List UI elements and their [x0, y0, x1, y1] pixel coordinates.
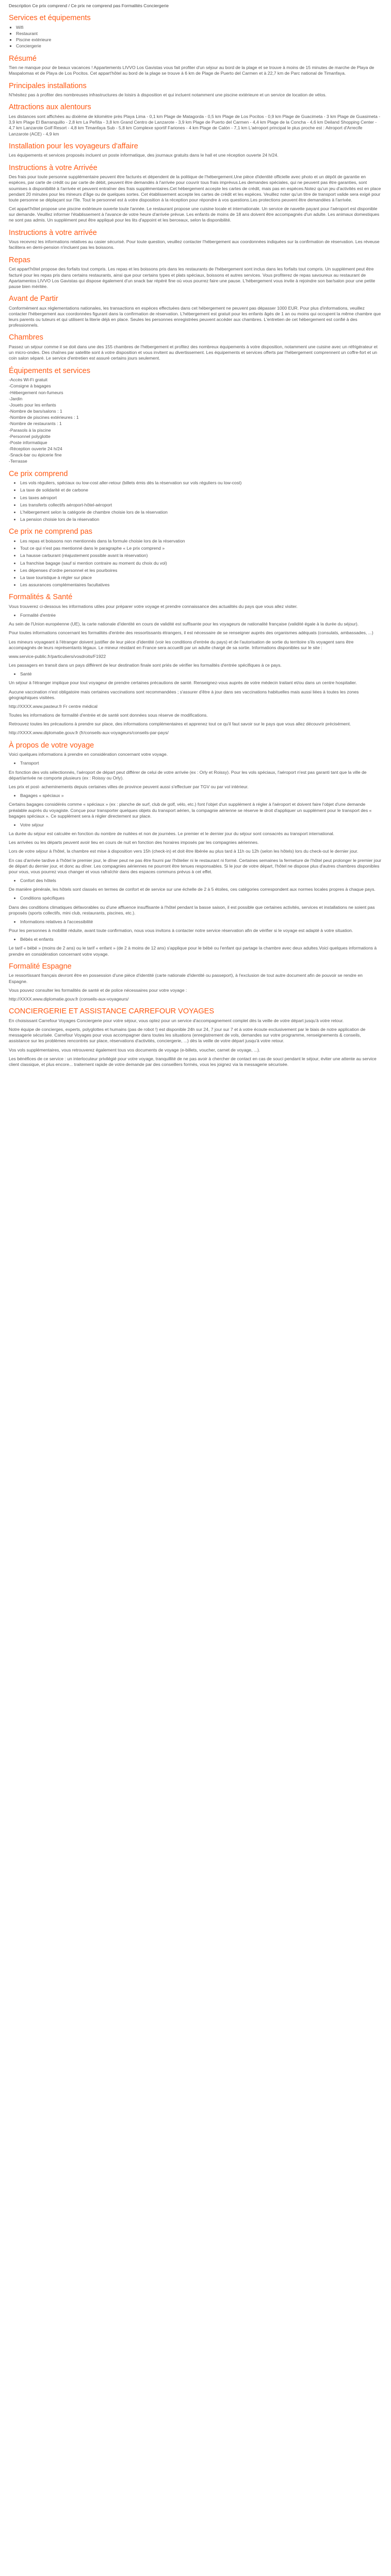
rooms-text: Passez un séjour comme il se doit dans une des 155 chambres de l'hébergement et profitez des nombreux équipements à votre disposition, notamment une cuisine avec un réfrigérateur et un micro-ondes. Des chaînes par satellite sont à votre disposition et vous invitent au divertissement. Les équipements et services offerts par l'hébergement comprennent un coffre-fort et un coin salon séparé. Le service d'entretien est assuré certains jours seulement.: [9, 344, 378, 361]
equipment-item: -Parasols à la piscine: [9, 427, 51, 433]
stay-text: Lors de votre séjour à l'hôtel, la chambre est mise à disposition vers 15h (check-in) et doit être libérée au plus tard à 11h ou 12h (selon les hôtels) lors du check-out le dernier jour.: [9, 849, 359, 854]
price-excludes-item: • Les assurances complémentaires facultatives: [20, 582, 382, 588]
babies-bullet: • Bébés et enfants: [20, 937, 382, 942]
equipment-item: -Snack-bar ou épicerie fine: [9, 452, 62, 458]
equipment-item: -Consigne à bagages: [9, 383, 51, 389]
spain-formalities-text: Vous pouvez consulter les formalités de santé et de police nécessaires pour votre voyage :: [9, 987, 187, 993]
services-list: [9, 25, 382, 49]
service-item: ▪ Conciergerie: [16, 43, 382, 49]
resume-title: Résumé: [9, 54, 37, 63]
accessibility-list: [9, 919, 382, 925]
baggage-bullet: • Bagages « spéciaux »: [20, 793, 382, 799]
business-text: Les équipements et services proposés incluent un poste informatique, des journaux gratuits dans le hall et une réception ouverte 24 h/24.: [9, 152, 279, 158]
special-instructions-text: Vous recevrez les informations relatives au casier sécurisé. Pour toute question, veuillez contacter l'hébergement aux coordonnées indiquées sur la confirmation de réservation. Les réveuse facilitera en demi-pension n'incluent pas les boissons.: [9, 239, 380, 250]
baggage-list: [9, 793, 382, 799]
equipment-item: -Nombre de piscines extérieures : 1: [9, 415, 79, 420]
transport-bullet: • Transport: [20, 760, 382, 766]
health-text: Retrouvez toutes les précautions à prendre sur place, des informations complémentaires et apprenez tout ce qu'il faut savoir sur le pays que vous allez découvrir précisément.: [9, 721, 351, 727]
formalities-entry-bullet: • Formalité d'entrée: [20, 613, 382, 618]
formalities-intro: Vous trouverez ci-dessous les informations utiles pour préparer votre voyage et prendre connaissance des actualités du pays que vous allez visiter.: [9, 603, 298, 609]
transport-text: Certains bagages considérés comme « spéciaux » (ex : planche de surf, club de golf, vélo, etc.) font l'objet d'un supplément à régler à l'aéroport et doivent faire l'objet d'une demande préalable auprès du voyagiste. Conçue pour transporter quelques objets du transport aérien, la compagnie aérienne se réserve le droit d'appliquer un supplément pour le transport des « bagages spéciaux ». Ce supplément sera à régler directement sur place.: [9, 802, 372, 819]
equipment-item: -Terrasse: [9, 459, 27, 464]
health-text: Un séjour à l'étranger implique pour tout voyageur de prendre certaines précautions de santé. Renseignez-vous auprès de votre médecin traitant et/ou dans un centre hospitalier.: [9, 680, 357, 686]
before-leaving-text: Conformément aux réglementations nationales, les transactions en espèces effectuées dans cet hébergement ne peuvent pas dépasser 1000 EUR. Pour plus d'informations, veuillez contacter l'hébergement aux coordonnées figurant dans la confirmation de réservation. L'hébergement est gratuit pour les enfants âgés de 1 an ou moins qui occupent la même chambre que leurs parents ou tuteurs et qui utilisent la literie déjà en place. Seules les personnes enregistrées peuvent accéder aux chambres. L'entretien de cet hébergement est confié à des professionnels.: [9, 305, 381, 328]
price-includes-list: [9, 480, 382, 522]
attractions-text: Les distances sont affichées au dixième de kilomètre près Playa Lima - 0,1 km Plage de Matagorda - 0,5 km Plage de Los Pocitos - 0,9 km Plage de Guacimeta - 3 km Plage de Guasimeta - 3,9 km Plage El Barranquillo - 2,8 km La Peñita - 3,8 km Grand Centro de Lanzarote - 3,9 km Plage de Puerto del Carmen - 4,4 km Plage de la Concha - 4,6 km Deiland Shopping Center - 4,7 km Lanzarote Golf Resort - 4,8 km Timanfaya Sub - 5,8 km Complexe sportif Fariones - 4 km Plage de Calón - 7,1 km L'aéroport principal le plus proche est : Aéroport d'Arrecife Lanzarote (ACE) - 4,9 km: [9, 114, 381, 137]
stay-text: En cas d'arrivée tardive à l'hôtel le premier jour, le dîner peut ne pas être fourni par l'hôtelier ni le restaurant ni formé. Certaines semaines la fermeture de l'hôtel peut prolonger le premier jour de départ du dernier jour, et donc au dîner. Les compagnies aériennes ne pourront être tenues responsables. Si le jour de votre départ, l'hôtel ne dispose plus d'autres chambres disponibles pour vous, vous pourrez vous changer et vous rafraîchir dans des espaces communs prévus à cet effet.: [9, 857, 382, 874]
health-text: Toutes les informations de formalité d'entrée et de santé sont données sous réserve de modifications.: [9, 713, 208, 718]
equipment-item: -Jardin: [9, 396, 23, 401]
price-includes-title: Ce prix comprend: [9, 469, 68, 478]
babies-text: Le tarif « bébé » (moins de 2 ans) ou le tarif « enfant » (de 2 à moins de 12 ans) s'applique pour le bébé ou l'enfant qui partage la chambre avec deux adultes.Voici quelques informations à prendre en considération concernant votre voyage.: [9, 945, 377, 957]
meals-text: Cet appart'hôtel propose des forfaits tout compris. Les repas et les boissons pris dans les restaurants de l'hébergement sont inclus dans les forfaits tout compris. Un supplément peut être facturé pour les repas pris dans certains restaurants, ainsi que pour certains types et plats spéciaux, boissons et autres services. Vous profiterez de repas savoureux au restaurant de Apartamentos LIVVO Los Gavistas qui dispose également d'un snack bar répéré fine où vous pourrez faire une pause. L'hébergement vous invite à rejoindre son bar/salon pour une petite pause bien méritée.: [9, 266, 376, 289]
spain-formalities-text: Le ressortissant français devront être en possession d'une pièce d'identité (carte nationale d'identité ou passeport), à l'exclusion de tout autre document afin de pouvoir se rendre en Espagne.: [9, 973, 363, 984]
top-tabs-line: Description Ce prix comprend / Ce prix ne comprend pas Formalités Conciergerie: [9, 3, 169, 8]
stay-text: La durée du séjour est calculée en fonction du nombre de nuitées et non de journées. Le premier et le dernier jour du séjour sont consacrés au transport international.: [9, 831, 335, 837]
accessibility-text: Pour les personnes à mobilité réduite, avant toute confirmation, nous vous invitons à contacter notre service réservation afin de vérifier si le voyage est adapté à votre situation.: [9, 928, 353, 934]
arrival-instructions-text: Des frais pour toute personne supplémentaire peuvent être facturés et dépendent de la politique de l'hébergement.Une pièce d'identité officielle avec photo et un dépôt de garantie en espèces, par carte de crédit ou par carte de débit, peuvent être demandés à l'arrivée pour couvrir tous frais imprévus.Les demandes spéciales, qui ne peuvent pas être garanties, sont soumises à disponibilité à l'arrivée et peuvent entraîner des frais supplémentaires.Cet hébergement accepte les cartes de crédit, mais pas en espèces.Notez qu'un jeu d'activités est en place pendant 20 minutes pour les mineurs d'âge ou de quelques sortes. Cet établissement accepte les cartes de crédit et les espèces. Veuillez noter qu'un titre de transport valide sera exigé pour toute personne se déplaçant sur l'île. Tout le personnel est à votre disposition à la réception pour répondre à vos questions.Les protections peuvent être demandées à l'arrivée.: [9, 174, 381, 202]
health-link[interactable]: http://XXXX.www.pasteur.fr Fr centre médical: [9, 703, 97, 709]
installations-text: N'hésitez pas à profiter des nombreuses infrastructures de loisirs à disposition et qui incluent notamment une piscine extérieure et un service de location de vélos.: [9, 92, 327, 98]
rooms-title: Chambres: [9, 333, 43, 342]
comfort-bullet: • Confort des hôtels: [20, 878, 382, 884]
formalities-text: Au sein de l'Union européenne (UE), la carte nationale d'identité en cours de validité est suffisante pour les voyageurs de nationalité française (validité égale à la durée du séjour).: [9, 621, 359, 627]
transport-list: [9, 760, 382, 766]
price-excludes-item: • Les dépenses d'ordre personnel et les pourboires: [20, 568, 382, 573]
resume-text: Tien ne manque pour de beaux vacances ! Appartements LIVVO Los Gavistas vous fait profiter d'un séjour au bord de la plage et se trouve à moins de 15 minutes de marche de Playa de Maspalomas et de Playa de Los Pocitos. Cet appart'hôtel au bord de la plage se trouve à 6 km de Plage de Puerto del Carmen et à 22,7 km de Parc national de Timanfaya.: [9, 65, 374, 76]
formalities-entry-list: [9, 613, 382, 618]
equipment-item: -Hébergement non-fumeurs: [9, 389, 63, 395]
price-includes-item: • L'hébergement selon la catégorie de chambre choisie lors de la réservation: [20, 510, 382, 515]
spain-formalities-link[interactable]: http://XXXX.www.diplomatie.gouv.fr (conseils-aux-voyageurs/: [9, 996, 129, 1002]
accessibility-bullet: • Informations relatives à l'accessibilité: [20, 919, 382, 925]
equipment-item: -Nombre de restaurants : 1: [9, 421, 62, 427]
service-item: ▪ Piscine extérieure: [16, 37, 382, 43]
installations-title: Principales installations: [9, 81, 87, 90]
arrival-instructions-title: Instructions à votre Arrivée: [9, 163, 97, 172]
price-excludes-title: Ce prix ne comprend pas: [9, 528, 92, 536]
concierge-text: En choisissant Carrefour Voyages Conciergerie pour votre séjour, vous optez pour un service d'accompagnement complet dès la veille de votre départ jusqu'à votre retour.: [9, 1018, 344, 1023]
formalities-text: Les mineurs voyageant à l'étranger doivent justifier de leur pièce d'identité (voir les conditions d'entrée du pays) et de l'autorisation de sortie du territoire s'ils voyagent sans être accompagnés de leurs représentants légaux. Le mineur résidant en France sera accueilli par un adulte chargé de sa sortie. Informations disponibles sur le site :: [9, 639, 354, 650]
spain-formalities-title: Formalité Espagne: [9, 962, 72, 971]
formalities-text: Les passagers en transit dans un pays différent de leur destination finale sont priés de vérifier les formalités d'entrée spécifiques à ce pays.: [9, 663, 282, 668]
special-instructions-title: Instructions à votre arrivée: [9, 228, 97, 237]
price-includes-item: • La taxe de solidarité et de carbone: [20, 487, 382, 493]
concierge-text: Notre équipe de concierges, experts, polyglottes et humains (pas de robot !) est disponible 24h sur 24, 7 jour sur 7 et à votre écoute exclusivement par le biais de notre application de messagerie sécurisée. Carrefour Voyages pour vous accompagner dans toutes les situations (enregistrement de vols, demandes sur votre programme, renseignements & conseils, assistance sur les problèmes rencontrés sur place, réservations d'activités, conciergerie, ...) dès la veille de votre départ jusqu'à votre retour.: [9, 1026, 366, 1044]
concierge-text: Vos vols supplémentaires, vous retrouverez également tous vos documents de voyage (e-billets, voucher, carnet de voyage, ...).: [9, 1047, 260, 1053]
price-excludes-item: • Tout ce qui n'est pas mentionné dans le paragraphe « Le prix comprend »: [20, 546, 382, 551]
price-includes-item: • Les transferts collectifs aéroport-hôtel-aéroport: [20, 502, 382, 508]
business-title: Installation pour les voyageurs d'affaire: [9, 142, 138, 150]
arrival-instructions-text: Cet appart'hôtel propose une piscine extérieure ouverte toute l'année. Le restaurant propose une cuisine locale et internationale. Un service de navette payant pour l'aéroport est disponible sur demande. Veuillez informer l'établissement à l'avance de votre heure d'arrivée prévue. Les enfants de moins de 18 ans doivent être accompagnés d'un adulte. Les animaux domestiques ne sont pas admis. Un supplément peut être appliqué pour les lits d'appoint et les berceaux, selon la disponibilité.: [9, 206, 380, 223]
formalities-link[interactable]: www.service-public.fr/particuliers/vosdroits/F1922: [9, 653, 106, 659]
price-includes-item: • Les taxes aéroport: [20, 495, 382, 501]
equipment-item: -Personnel polyglotte: [9, 433, 51, 439]
before-leaving-title: Avant de Partir: [9, 295, 58, 303]
attractions-title: Attractions aux alentours: [9, 103, 91, 112]
equipment-item: -Poste informatique: [9, 439, 47, 445]
comfort-text: De manière générale, les hôtels sont classés en termes de confort et de service sur une échelle de 2 à 5 étoiles, ces catégories correspondent aux normes locales propres à chaque pays.: [9, 887, 376, 892]
product-page: [0, 0, 391, 1077]
babies-list: [9, 937, 382, 942]
stay-text: Les arrivées ou les départs peuvent avoir lieu en cours de nuit en fonction des horaires imposés par les compagnies aériennes.: [9, 840, 259, 845]
conditions-bullet: • Conditions spécifiques: [20, 895, 382, 901]
health-text: Aucune vaccination n'est obligatoire mais certaines vaccinations sont recommandées ; s'assurer d'être à jour dans ses vaccinations habituelles mais aussi liées à toutes les zones géographiques visitées.: [9, 689, 359, 700]
conditions-text: Dans des conditions climatiques défavorables ou d'une affluence insuffisante à l'hôtel pendant la basse saison, il est possible que certaines activités, services et installations ne soient pas proposés (sports collectifs, mini club, restaurants, piscines, etc.).: [9, 904, 375, 916]
price-excludes-item: • La hausse carburant (réajustement possible avant la réservation): [20, 553, 382, 558]
formalities-title: Formalités & Santé: [9, 593, 73, 602]
service-item: ▪ Wifi: [16, 25, 382, 30]
price-excludes-item: • La taxe touristique à régler sur place: [20, 575, 382, 581]
about-trip-title: À propos de votre voyage: [9, 741, 94, 750]
equipment-item: -Accès Wi-Fi gratuit: [9, 377, 47, 383]
transport-text: En fonction des vols sélectionnés, l'aéroport de départ peut différer de celui de votre arrivée (ex : Orly et Roissy). Pour les vols spéciaux, l'aéroport n'est pas garanti tant que la ville de départ/arrivée ne comporte plusieurs (ex : Roissy ou Orly).: [9, 769, 367, 781]
concierge-title: CONCIERGERIE ET ASSISTANCE CARREFOUR VOYAGES: [9, 1007, 215, 1016]
stay-list: [9, 822, 382, 828]
transport-text: Les prix et post- acheminements depuis certaines villes de province peuvent aussi s'effectuer par TGV ou par vol intérieur.: [9, 784, 249, 789]
equipment-list: [9, 377, 382, 464]
price-excludes-item: • Les repas et boissons non mentionnés dans la formule choisie lors de la réservation: [20, 538, 382, 544]
price-includes-item: • La pension choisie lors de la réservation: [20, 517, 382, 522]
equipment-item: -Réception ouverte 24 h/24: [9, 446, 62, 452]
health-bullet: • Santé: [20, 671, 382, 677]
services-title: Services et équipements: [9, 14, 91, 23]
health-list: [9, 671, 382, 677]
price-excludes-item: • La franchise bagage (sauf si mention contraire au moment du choix du vol): [20, 561, 382, 566]
equipment-item: -Jouets pour les enfants: [9, 402, 56, 408]
concierge-text: Les bénéfices de ce service : un interlocuteur privilégié pour votre voyage, tranquillité de ne pas avoir à chercher de contact en cas de souci pendant le séjour, éviter une attente au service client classique, et plus encore... traitement rapide de votre demande par des conseillers formés, vous les joignez via la messagerie sécurisée.: [9, 1056, 377, 1067]
price-excludes-list: [9, 538, 382, 588]
stay-bullet: • Votre séjour: [20, 822, 382, 828]
about-trip-intro: Voici quelques informations à prendre en considération concernant votre voyage.: [9, 752, 168, 757]
conditions-list: [9, 895, 382, 901]
formalities-text: Pour toutes informations concernant les formalités d'entrée des ressortissants étrangers, il est nécessaire de se renseigner auprès des organismes adéquats (consulats, ambassades, ...): [9, 630, 373, 636]
health-link[interactable]: http://XXXX.www.diplomatie.gouv.fr (fr/conseils-aux-voyageurs/conseils-par-pays/: [9, 730, 169, 736]
price-includes-item: • Les vols réguliers, spéciaux ou low-cost aller-retour (billets émis dès la réservation sur vols réguliers ou low-cost): [20, 480, 382, 486]
service-item: ▪ Restaurant: [16, 31, 382, 37]
meals-title: Repas: [9, 256, 30, 264]
equipment-item: -Nombre de bars/salons : 1: [9, 409, 62, 414]
comfort-list: [9, 878, 382, 884]
equipment-title: Équipements et services: [9, 366, 90, 375]
